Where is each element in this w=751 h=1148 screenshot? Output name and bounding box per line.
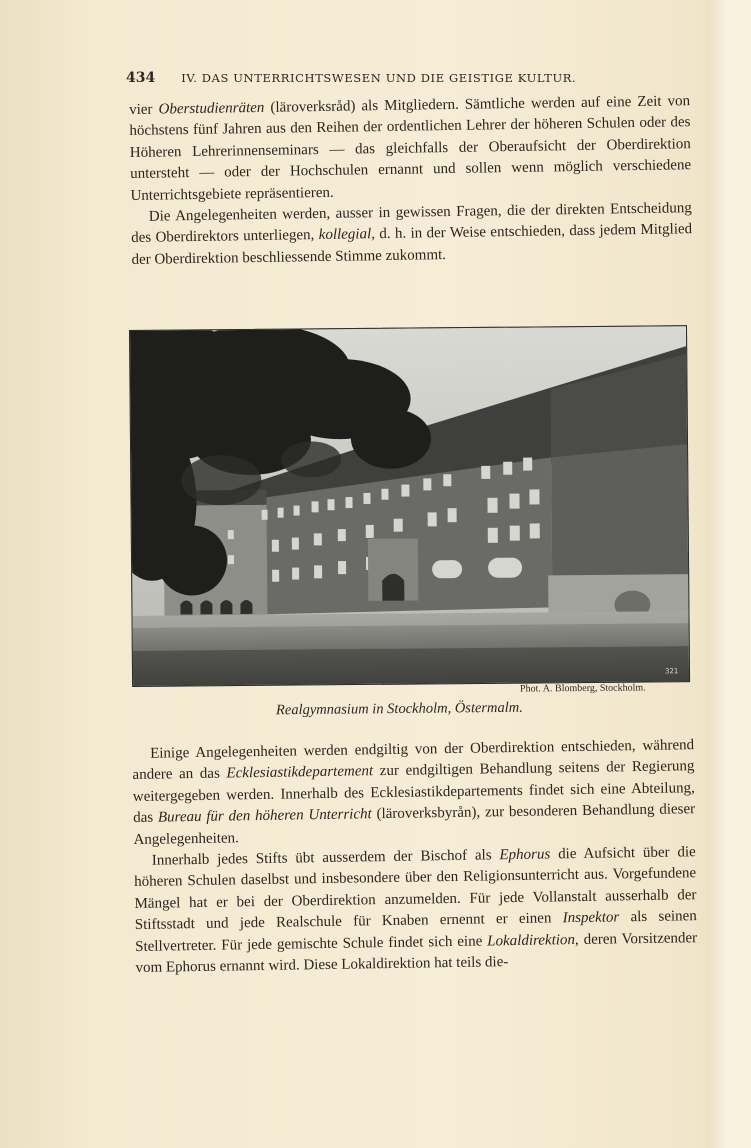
text-run: Innerhalb jedes Stifts übt ausserdem der Bischof als [151, 847, 500, 869]
text-block-bottom [132, 735, 698, 979]
emphasized-term: Oberstudienräten [158, 99, 265, 118]
text-block-top [129, 91, 693, 271]
text-run: (läroverksråd) als Mitgliedern. Sämtliche werden auf eine Zeit von höchstens fünf Jahren aus den Reihen der ordentlichen Lehrer der höheren Schulen oder des Höheren Lehrerinnenseminars — das gleichfalls der Oberaufsicht der Oberdirektion untersteht — oder der Hochschulen ernannt und sollen wenn möglich verschiedene Unterrichtsgebiete repräsentieren. [129, 93, 692, 204]
text-run: vier [129, 101, 159, 118]
emphasized-term: Lokaldirektion, [487, 931, 579, 950]
emphasized-term: Ephorus [499, 846, 551, 864]
paragraph [129, 91, 692, 207]
emphasized-term: Bureau für den höheren Unterricht [157, 806, 372, 826]
text-run: d. h. in der Weise entschieden, dass jedem Mitglied der Oberdirektion beschliessende Stimme zukommt. [131, 221, 693, 268]
emphasized-term: kollegial, [318, 226, 376, 244]
emphasized-term: Ecklesiastikdepartement [226, 763, 374, 782]
text-run: Einige Angelegenheiten werden endgiltig von der Oberdirektion entschieden, während andere an das [132, 737, 695, 784]
figure-caption: Realgymnasium in Stockholm, Östermalm. [275, 699, 523, 719]
text-run: die Aufsicht über die höheren Schulen daselbst und insbesondere über den Religionsunterricht aus. Vorgefundene Mängel hat er bei der Oberdirektion anzumelden. Für jede Vollanstalt ausserhalb der Stiftsstadt und jede Realschule für Knaben ernennt er einen [134, 844, 697, 934]
photo-credit: Phot. A. Blomberg, Stockholm. [519, 682, 646, 695]
photograph-realgymnasium [129, 325, 690, 687]
emphasized-term: Inspektor [562, 909, 620, 927]
paragraph [131, 198, 693, 271]
paragraph [134, 842, 698, 979]
plate-number: 321 [664, 667, 679, 676]
running-title: IV. DAS UNTERRICHTSWESEN UND DIE GEISTIGE KULTUR. [181, 71, 577, 85]
text-run: Die Angelegenheiten werden, ausser in gewissen Fragen, die der direkten Entscheidung des Oberdirektors unterliegen, [131, 200, 692, 247]
page-edge [709, 0, 751, 1148]
text-run: (läroverksbyrån), zur besonderen Behandlung dieser Angelegenheiten. [133, 801, 696, 848]
running-header [126, 70, 616, 86]
text-run: als seinen Stellvertreter. Für jede gemischte Schule findet sich eine [135, 908, 697, 955]
text-run: deren Vorsitzender vom Ephorus ernannt wird. Diese Lokaldirektion hat teils die- [135, 929, 698, 977]
building-photo [130, 326, 689, 686]
paragraph [132, 735, 696, 851]
page-number: 434 [126, 70, 156, 86]
text-run: zur endgiltigen Behandlung seitens der Regierung weitergegeben werden. Innerhalb des Ecklesiastikdepartements findet sich eine Abteilung, das [132, 758, 695, 827]
